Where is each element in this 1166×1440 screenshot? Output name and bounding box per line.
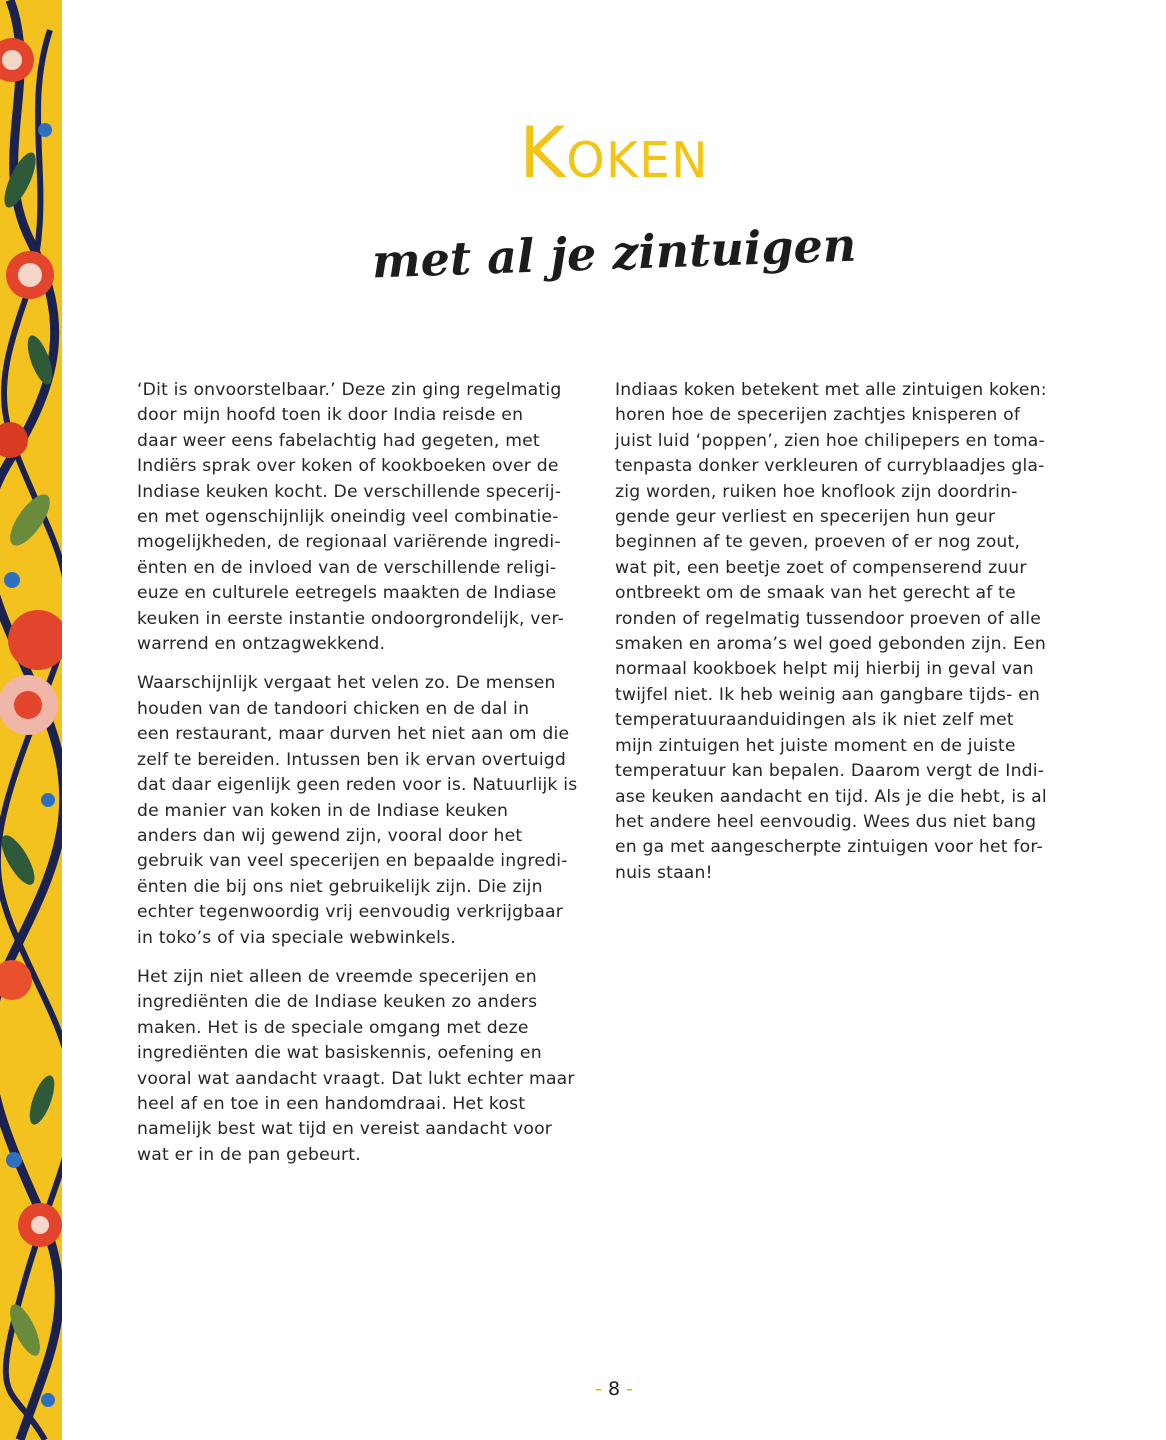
page-subtitle: met al je zintuigen <box>370 217 858 289</box>
page-title: Koken <box>519 112 709 194</box>
paragraph: ‘Dit is onvoorstelbaar.’ Deze zin ging regelmatig door mijn hoofd toen ik door India reisde en daar weer eens fabelachtig had gegeten, met Indiërs sprak over koken of kookboeken over de Indiase keuken kocht. De verschillende specerij- en met ogenschijnlijk oneindig veel combinatie- mogelijkheden, de regionaal variërende ingredi- ënten en de invloed van de verschillende religi- euze en culturele eetregels maakten de Indiase keuken in eerste instantie ondoorgrondelijk, ver- warrend en ontzagwekkend. <box>137 380 565 655</box>
page-number-dash-right: - <box>626 1378 633 1400</box>
page-number-dash-left: - <box>595 1378 602 1400</box>
paragraph: Waarschijnlijk vergaat het velen zo. De mensen houden van de tandoori chicken en de dal in een restaurant, maar durven het niet aan om die zelf te bereiden. Intussen ben ik ervan overtuigd dat daar eigenlijk geen reden voor is. Natuurlijk is de manier van koken in de Indiase keuken anders dan wij gewend zijn, vooral door het gebruik van veel specerijen en bepaalde ingredi- ënten die bij ons niet gebruikelijk zijn. Die zijn echter tegenwoordig vrij eenvoudig verkrijgbaar in toko’s of via speciale webwinkels. <box>137 673 578 948</box>
right-text-column <box>615 378 1067 900</box>
floral-pattern-illustration <box>0 0 62 1440</box>
page-number <box>62 1378 1166 1400</box>
page-number-value: 8 <box>607 1378 621 1400</box>
paragraph: Het zijn niet alleen de vreemde specerijen en ingrediënten die de Indiase keuken zo anders maken. Het is de speciale omgang met deze ingrediënten die wat basiskennis, oefening en vooral wat aandacht vraagt. Dat lukt echter maar heel af en toe in een handomdraai. Het kost namelijk best wat tijd en vereist aandacht voor wat er in de pan gebeurt. <box>137 966 575 1165</box>
paragraph: Indiaas koken betekent met alle zintuigen koken: horen hoe de specerijen zachtjes knisperen of juist luid ‘poppen’, zien hoe chilipepers en toma- tenpasta donker verkleuren of curryblaadjes gla- zig worden, ruiken hoe knoflook zijn doordrin- gende geur verliest en specerijen hun geur beginnen af te geven, proeven of er nog zout, wat pit, een beetje zoet of compenserend zuur ontbreekt om de smaak van het gerecht af te ronden of regelmatig tussendoor proeven of alle smaken en aroma’s wel goed gebonden zijn. Een normaal kookboek helpt mij hierbij in geval van twijfel niet. Ik heb weinig aan gangbare tijds- en temperatuuraanduidingen als ik niet zelf met mijn zintuigen het juiste moment en de juiste temperatuur kan bepalen. Daarom vergt de Indi- ase keuken aandacht en tijd. Als je die hebt, is al het andere heel eenvoudig. Wees dus niet bang en ga met aangescherpte zintuigen voor het for- nuis staan! <box>615 380 1047 883</box>
decorative-floral-border <box>0 0 62 1440</box>
left-text-column <box>137 378 589 1182</box>
